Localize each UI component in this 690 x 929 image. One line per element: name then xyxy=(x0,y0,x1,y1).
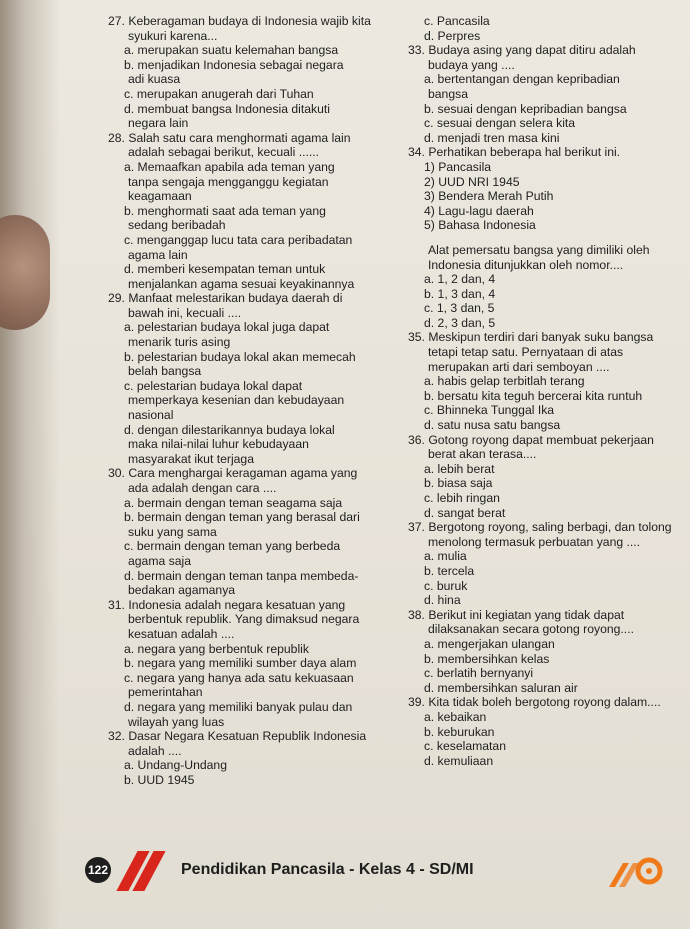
answer-option: 5) Bahasa Indonesia xyxy=(424,218,536,233)
question-stem: 31. Indonesia adalah negara kesatuan yang xyxy=(108,597,346,612)
answer-option: b. UUD 1945 xyxy=(124,772,195,787)
question-line: syukuri karena... xyxy=(128,28,218,43)
answer-option: 2) UUD NRI 1945 xyxy=(424,174,520,189)
answer-option: a. 1, 2 dan, 4 xyxy=(424,272,496,287)
answer-option: a. pelestarian budaya lokal juga dapat xyxy=(124,320,330,335)
answer-option: b. keburukan xyxy=(424,724,495,739)
question-line: agama saja xyxy=(128,553,192,568)
question-stem: 30. Cara menghargai keragaman agama yang xyxy=(108,466,358,481)
question-line: menjalankan agama sesuai keyakinannya xyxy=(128,276,355,291)
question-stem: 39. Kita tidak boleh bergotong royong dalam.... xyxy=(408,695,661,710)
question-line: suku yang sama xyxy=(128,524,217,539)
answer-option: d. hina xyxy=(424,593,461,608)
answer-option: b. biasa saja xyxy=(424,476,493,491)
question-line: Indonesia ditunjukkan oleh nomor.... xyxy=(428,257,624,272)
answer-option: b. bersatu kita teguh bercerai kita runtuh xyxy=(424,388,643,403)
answer-option: d. satu nusa satu bangsa xyxy=(424,418,561,433)
answer-option: d. kemuliaan xyxy=(424,753,494,768)
answer-option: c. Pancasila xyxy=(424,14,490,28)
answer-option: a. kebaikan xyxy=(424,709,487,724)
answer-option: a. bermain dengan teman seagama saja xyxy=(124,495,343,510)
answer-option: c. bermain dengan teman yang berbeda xyxy=(124,539,341,554)
question-line: bangsa xyxy=(428,86,468,101)
question-line: tanpa sengaja mengganggu kegiatan xyxy=(128,174,329,189)
question-line: bedakan agamanya xyxy=(128,583,236,598)
answer-option: b. tercela xyxy=(424,563,475,578)
answer-option: b. 1, 3 dan, 4 xyxy=(424,286,496,301)
answer-option: d. membuat bangsa Indonesia ditakuti xyxy=(124,101,330,116)
question-line: merupakan arti dari semboyan .... xyxy=(428,359,610,374)
question-line: maka nilai-nilai luhur kebudayaan xyxy=(128,437,309,452)
answer-option: c. buruk xyxy=(424,578,468,593)
answer-option: c. lebih ringan xyxy=(424,491,500,505)
question-line: agama lain xyxy=(128,247,188,262)
question-line: dilaksanakan secara gotong royong.... xyxy=(428,622,634,637)
question-stem: 29. Manfaat melestarikan budaya daerah di xyxy=(108,291,343,306)
answer-option: a. lebih berat xyxy=(424,461,495,476)
answer-option: 4) Lagu-lagu daerah xyxy=(424,203,534,218)
answer-option: d. bermain dengan teman tanpa membeda- xyxy=(124,568,359,583)
question-stem: 32. Dasar Negara Kesatuan Republik Indonesia xyxy=(108,729,367,744)
left-question-column xyxy=(108,14,400,787)
question-stem: 37. Bergotong royong, saling berbagi, dan tolong xyxy=(408,520,672,535)
question-line: wilayah yang luas xyxy=(128,714,225,729)
answer-option: d. memberi kesempatan teman untuk xyxy=(124,262,326,277)
answer-option: c. pelestarian budaya lokal dapat xyxy=(124,378,303,393)
question-stem: 27. Keberagaman budaya di Indonesia wajib kita xyxy=(108,14,371,28)
question-line: nasional xyxy=(128,408,174,423)
question-line: masyarakat ikut terjaga xyxy=(128,451,254,466)
answer-option: a. Memaafkan apabila ada teman yang xyxy=(124,159,335,174)
answer-option: d. menjadi tren masa kini xyxy=(424,130,560,145)
page-binding-shadow xyxy=(0,0,60,929)
question-line: adi kuasa xyxy=(128,72,181,87)
answer-option: a. bertentangan dengan kepribadian xyxy=(424,72,620,87)
question-line: kesatuan adalah .... xyxy=(128,626,235,641)
answer-option: a. merupakan suatu kelemahan bangsa xyxy=(124,43,339,58)
question-line: bawah ini, kecuali .... xyxy=(128,305,242,320)
answer-option: b. bermain dengan teman yang berasal dari xyxy=(124,510,360,525)
question-line: menolong termasuk perbuatan yang .... xyxy=(428,534,641,549)
answer-option: a. mulia xyxy=(424,549,467,564)
spacer xyxy=(408,233,678,243)
question-stem: 33. Budaya asing yang dapat ditiru adalah xyxy=(408,43,636,58)
question-line: keagamaan xyxy=(128,189,192,204)
question-line: memperkaya kesenian dan kebudayaan xyxy=(128,393,345,408)
answer-option: d. sangat berat xyxy=(424,505,506,520)
answer-option: c. Bhinneka Tunggal Ika xyxy=(424,403,555,418)
answer-option: 1) Pancasila xyxy=(424,159,492,174)
question-line: berbentuk republik. Yang dimaksud negara xyxy=(128,612,360,627)
question-stem: 35. Meskipun terdiri dari banyak suku bangsa xyxy=(408,330,654,345)
question-stem: 38. Berikut ini kegiatan yang tidak dapat xyxy=(408,607,625,622)
answer-option: c. keselamatan xyxy=(424,739,506,754)
question-line: sedang beribadah xyxy=(128,218,226,233)
answer-option: d. dengan dilestarikannya budaya lokal xyxy=(124,422,335,437)
book-title: Pendidikan Pancasila - Kelas 4 - SD/MI xyxy=(181,861,474,878)
question-line: menarik turis asing xyxy=(128,335,231,350)
right-question-column xyxy=(408,14,678,768)
thumb-photo-artifact xyxy=(0,215,50,330)
answer-option: b. pelestarian budaya lokal akan memecah xyxy=(124,349,356,364)
page-number-badge: 122 xyxy=(85,857,111,883)
decorative-orange-swirl-icon xyxy=(605,849,665,891)
answer-option: a. mengerjakan ulangan xyxy=(424,636,555,651)
answer-option: c. berlatih bernyanyi xyxy=(424,666,534,681)
question-stem: 36. Gotong royong dapat membuat pekerjaan xyxy=(408,432,654,447)
answer-option: c. merupakan anugerah dari Tuhan xyxy=(124,86,314,101)
answer-option: b. negara yang memiliki sumber daya alam xyxy=(124,656,357,671)
question-line: adalah .... xyxy=(128,743,182,758)
answer-option: 3) Bendera Merah Putih xyxy=(424,189,554,204)
answer-option: c. negara yang hanya ada satu kekuasaan xyxy=(124,670,354,685)
answer-option: a. habis gelap terbitlah terang xyxy=(424,374,585,389)
answer-option: b. menghormati saat ada teman yang xyxy=(124,203,326,218)
page-footer xyxy=(85,849,645,889)
answer-option: d. negara yang memiliki banyak pulau dan xyxy=(124,699,353,714)
question-line: negara lain xyxy=(128,116,189,131)
question-line: tetapi tetap satu. Pernyataan di atas xyxy=(428,345,624,360)
question-stem: 34. Perhatikan beberapa hal berikut ini. xyxy=(408,145,621,160)
answer-option: a. negara yang berbentuk republik xyxy=(124,641,309,656)
answer-option: c. 1, 3 dan, 5 xyxy=(424,301,495,316)
answer-option: a. Undang-Undang xyxy=(124,758,227,773)
answer-option: c. sesuai dengan selera kita xyxy=(424,116,576,131)
answer-option: b. sesuai dengan kepribadian bangsa xyxy=(424,101,627,116)
answer-option: d. Perpres xyxy=(424,28,481,43)
question-line: ada adalah dengan cara .... xyxy=(128,481,277,495)
question-line: Alat pemersatu bangsa yang dimiliki oleh xyxy=(428,242,650,257)
answer-option: b. menjadikan Indonesia sebagai negara xyxy=(124,57,344,72)
question-line: belah bangsa xyxy=(128,364,202,379)
question-line: adalah sebagai berikut, kecuali ...... xyxy=(128,145,320,160)
question-stem: 28. Salah satu cara menghormati agama lain xyxy=(108,130,351,145)
question-line: pemerintahan xyxy=(128,685,203,700)
answer-option: c. menganggap lucu tata cara peribadatan xyxy=(124,232,353,247)
answer-option: b. membersihkan kelas xyxy=(424,651,550,666)
answer-option: d. membersihkan saluran air xyxy=(424,680,578,695)
question-line: budaya yang .... xyxy=(428,57,515,72)
answer-option: d. 2, 3 dan, 5 xyxy=(424,315,496,330)
question-line: berat akan terasa.... xyxy=(428,447,537,462)
